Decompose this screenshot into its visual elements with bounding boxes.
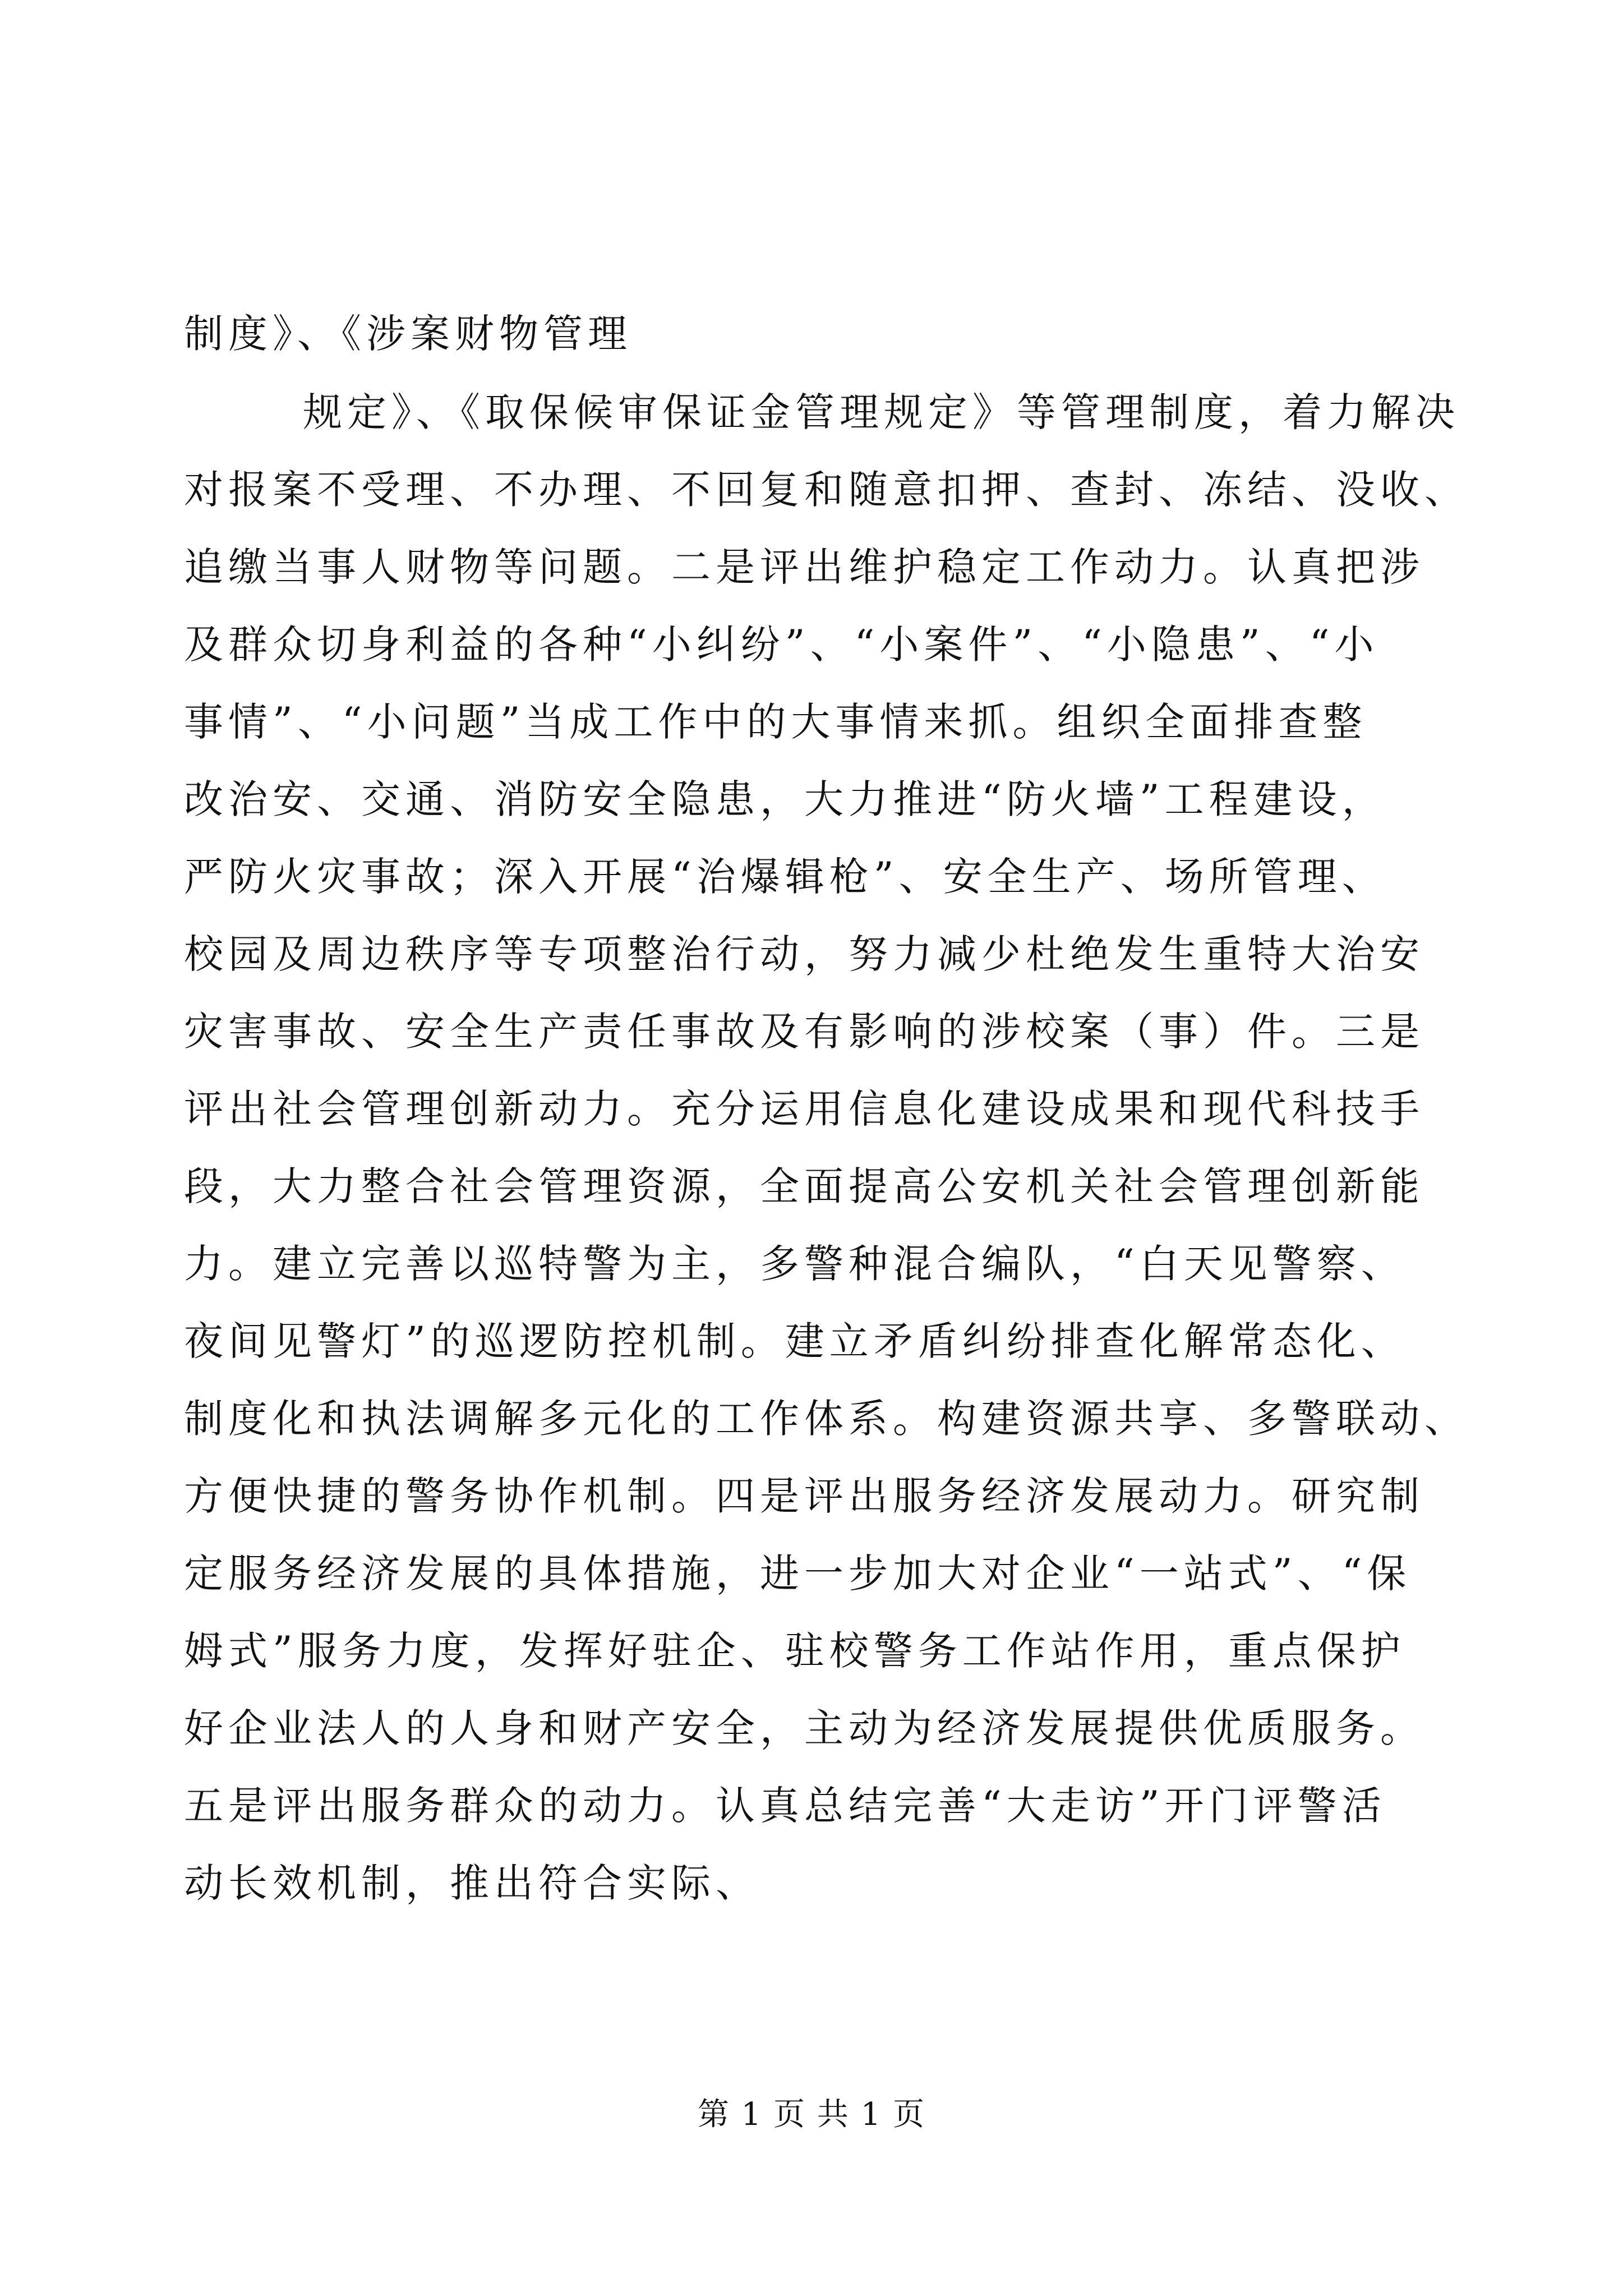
text-line-6: 事情”、“小问题”当成工作中的大事情来抓。组织全面排查整 xyxy=(184,699,1367,745)
text-line-9: 校园及周边秩序等专项整治行动，努力减少杜绝发生重特大治安 xyxy=(184,931,1424,977)
text-line-7: 改治安、交通、消防安全隐患，大力推进“防火墙”工程建设， xyxy=(184,776,1386,822)
text-line-5: 及群众切身利益的各种“小纠纷”、“小案件”、“小隐患”、“小 xyxy=(184,622,1379,668)
text-line-12: 段，大力整合社会管理资源，全面提高公安机关社会管理创新能 xyxy=(184,1163,1424,1209)
text-line-16: 方便快捷的警务协作机制。四是评出服务经济发展动力。研究制 xyxy=(184,1473,1424,1519)
text-line-11: 评出社会管理创新动力。充分运用信息化建设成果和现代科技手 xyxy=(184,1086,1424,1132)
text-line-13: 力。建立完善以巡特警为主，多警种混合编队，“白天见警察、 xyxy=(184,1241,1405,1287)
text-line-19: 好企业法人的人身和财产安全，主动为经济发展提供优质服务。 xyxy=(184,1705,1424,1751)
text-line-3: 对报案不受理、不办理、不回复和随意扣押、查封、冻结、没收、 xyxy=(184,467,1469,513)
page-footer: 第 1 页 共 1 页 xyxy=(697,2096,926,2133)
text-line-18: 姆式”服务力度，发挥好驻企、驻校警务工作站作用，重点保护 xyxy=(184,1628,1405,1674)
text-line-8: 严防火灾事故；深入开展“治爆辑枪”、安全生产、场所管理、 xyxy=(184,854,1386,900)
text-line-20: 五是评出服务群众的动力。认真总结完善“大走访”开门评警活 xyxy=(184,1783,1386,1829)
text-line-17: 定服务经济发展的具体措施，进一步加大对企业“一站式”、“保 xyxy=(184,1550,1412,1596)
text-line-2: 规定》、《取保候审保证金管理规定》等管理制度，着力解决 xyxy=(303,389,1460,435)
text-line-14: 夜间见警灯”的巡逻防控机制。建立矛盾纠纷排查化解常态化、 xyxy=(184,1318,1405,1364)
text-line-10: 灾害事故、安全生产责任事故及有影响的涉校案（事）件。三是 xyxy=(184,1009,1424,1055)
text-line-15: 制度化和执法调解多元化的工作体系。构建资源共享、多警联动、 xyxy=(184,1396,1469,1442)
text-line-21: 动长效机制，推出符合实际、 xyxy=(184,1860,760,1906)
text-line-1: 制度》、《涉案财物管理 xyxy=(184,311,632,357)
text-line-4: 追缴当事人财物等问题。二是评出维护稳定工作动力。认真把涉 xyxy=(184,544,1424,590)
